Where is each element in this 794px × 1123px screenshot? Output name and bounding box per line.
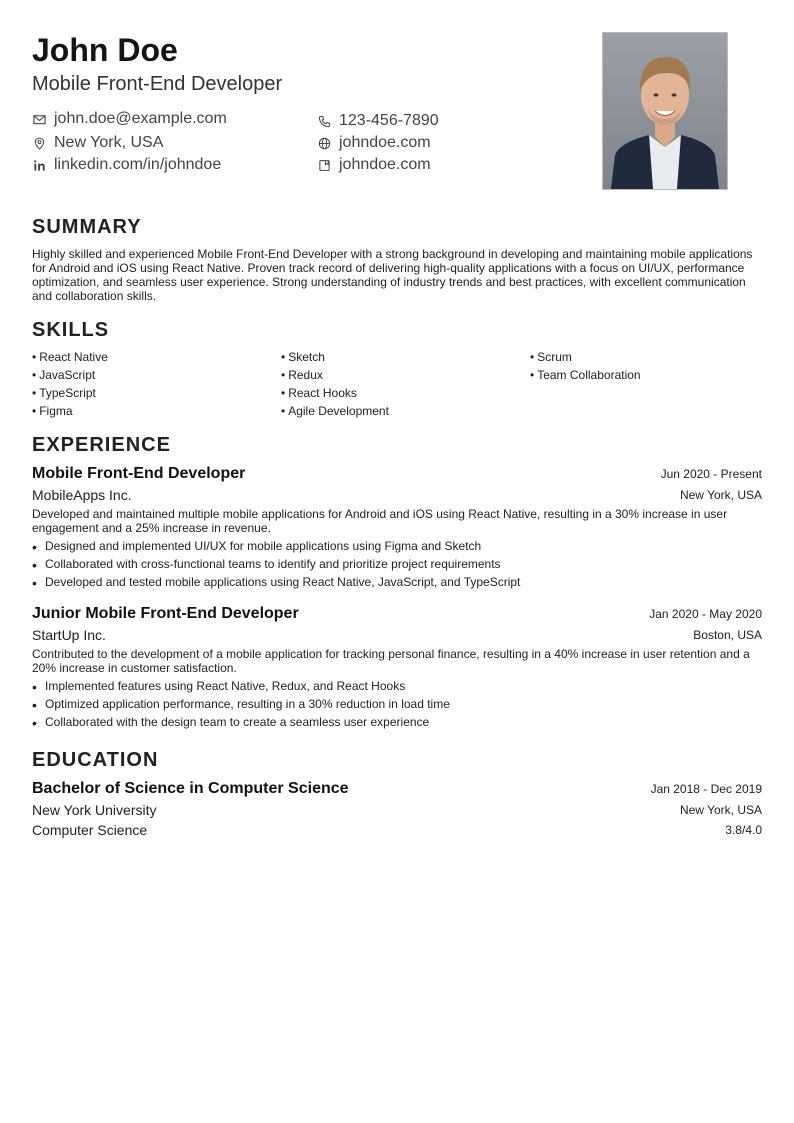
skill-item: • TypeScript (32, 386, 96, 400)
school-location: New York, USA (679, 803, 762, 817)
skill-item: • Agile Development (281, 404, 389, 418)
contact-linkedin[interactable] (32, 155, 221, 175)
skill-item: • Redux (281, 368, 323, 382)
skill-item: • JavaScript (32, 368, 96, 382)
location-icon (32, 136, 46, 150)
summary-heading: SUMMARY (32, 216, 142, 238)
job-description: Contributed to the development of a mobile application for tracking personal finance, resulting in a 40% increase in user retention and a 20% increase in customer satisfaction. (32, 647, 750, 675)
job-location: New York, USA (679, 488, 762, 502)
job-dates: Jan 2020 - May 2020 (649, 607, 762, 621)
job-company: StartUp Inc. (32, 627, 106, 643)
job-title: Junior Mobile Front-End Developer (32, 605, 299, 622)
skills-heading: SKILLS (32, 319, 110, 341)
contact-phone[interactable] (317, 111, 439, 131)
gpa: 3.8/4.0 (725, 823, 762, 837)
contact-text: johndoe.com (339, 134, 431, 151)
job-bullet: • Implemented features using React Native, Redux, and React Hooks (32, 679, 406, 695)
job-bullet: • Optimized application performance, resulting in a 30% reduction in load time (32, 697, 450, 713)
profile-photo (602, 32, 728, 190)
experience-heading: EXPERIENCE (32, 434, 171, 456)
candidate-name: John Doe (32, 32, 178, 68)
contact-text: johndoe.com (339, 156, 431, 173)
degree-title: Bachelor of Science in Computer Science (32, 780, 349, 797)
job-title: Mobile Front-End Developer (32, 465, 246, 482)
job-bullet: • Collaborated with cross-functional teams to identify and prioritize project requirements (32, 557, 501, 573)
education-dates: Jan 2018 - Dec 2019 (650, 782, 762, 796)
field-of-study: Computer Science (32, 822, 148, 838)
globe-icon (317, 136, 331, 150)
job-bullet: • Developed and tested mobile applications using React Native, JavaScript, and TypeScript (32, 575, 521, 591)
portfolio-icon (317, 158, 331, 172)
skill-item: • Figma (32, 404, 73, 418)
contact-portfolio[interactable] (317, 155, 431, 175)
job-description: Developed and maintained multiple mobile applications for Android and iOS using React Native, resulting in a 30% increase in user engagement and a 25% increase in revenue. (32, 507, 728, 535)
contact-text: 123-456-7890 (339, 112, 439, 129)
contact-text: linkedin.com/in/johndoe (54, 156, 222, 173)
job-location: Boston, USA (693, 628, 762, 642)
skill-item: • Team Collaboration (530, 368, 641, 382)
mail-icon (32, 112, 46, 126)
skill-item: • React Native (32, 350, 108, 364)
job-bullet: • Designed and implemented UI/UX for mobile applications using Figma and Sketch (32, 539, 482, 555)
skill-item: • React Hooks (281, 386, 357, 400)
job-bullet: • Collaborated with the design team to create a seamless user experience (32, 715, 430, 731)
contact-text: New York, USA (54, 134, 164, 151)
summary-text: Highly skilled and experienced Mobile Front-End Developer with a strong background in developing and maintaining mobile applications for Android and iOS using React Native. Proven track record of delivering high-quality applications with a focus on UI/UX, performance optimization, and seamless user experience. Strong understanding of industry trends and best practices, with excellent communication and collaboration skills. (32, 247, 753, 303)
job-dates: Jun 2020 - Present (660, 467, 762, 481)
school-name: New York University (32, 802, 157, 818)
phone-icon (317, 114, 331, 128)
contact-email[interactable] (32, 109, 227, 129)
contact-text: john.doe@example.com (54, 110, 227, 127)
skill-item: • Sketch (281, 350, 325, 364)
linkedin-icon (32, 158, 46, 172)
candidate-title: Mobile Front-End Developer (32, 73, 283, 95)
contact-location (32, 133, 163, 153)
skill-item: • Scrum (530, 350, 572, 364)
job-company: MobileApps Inc. (32, 487, 132, 503)
education-heading: EDUCATION (32, 749, 159, 771)
contact-website[interactable] (317, 133, 431, 153)
